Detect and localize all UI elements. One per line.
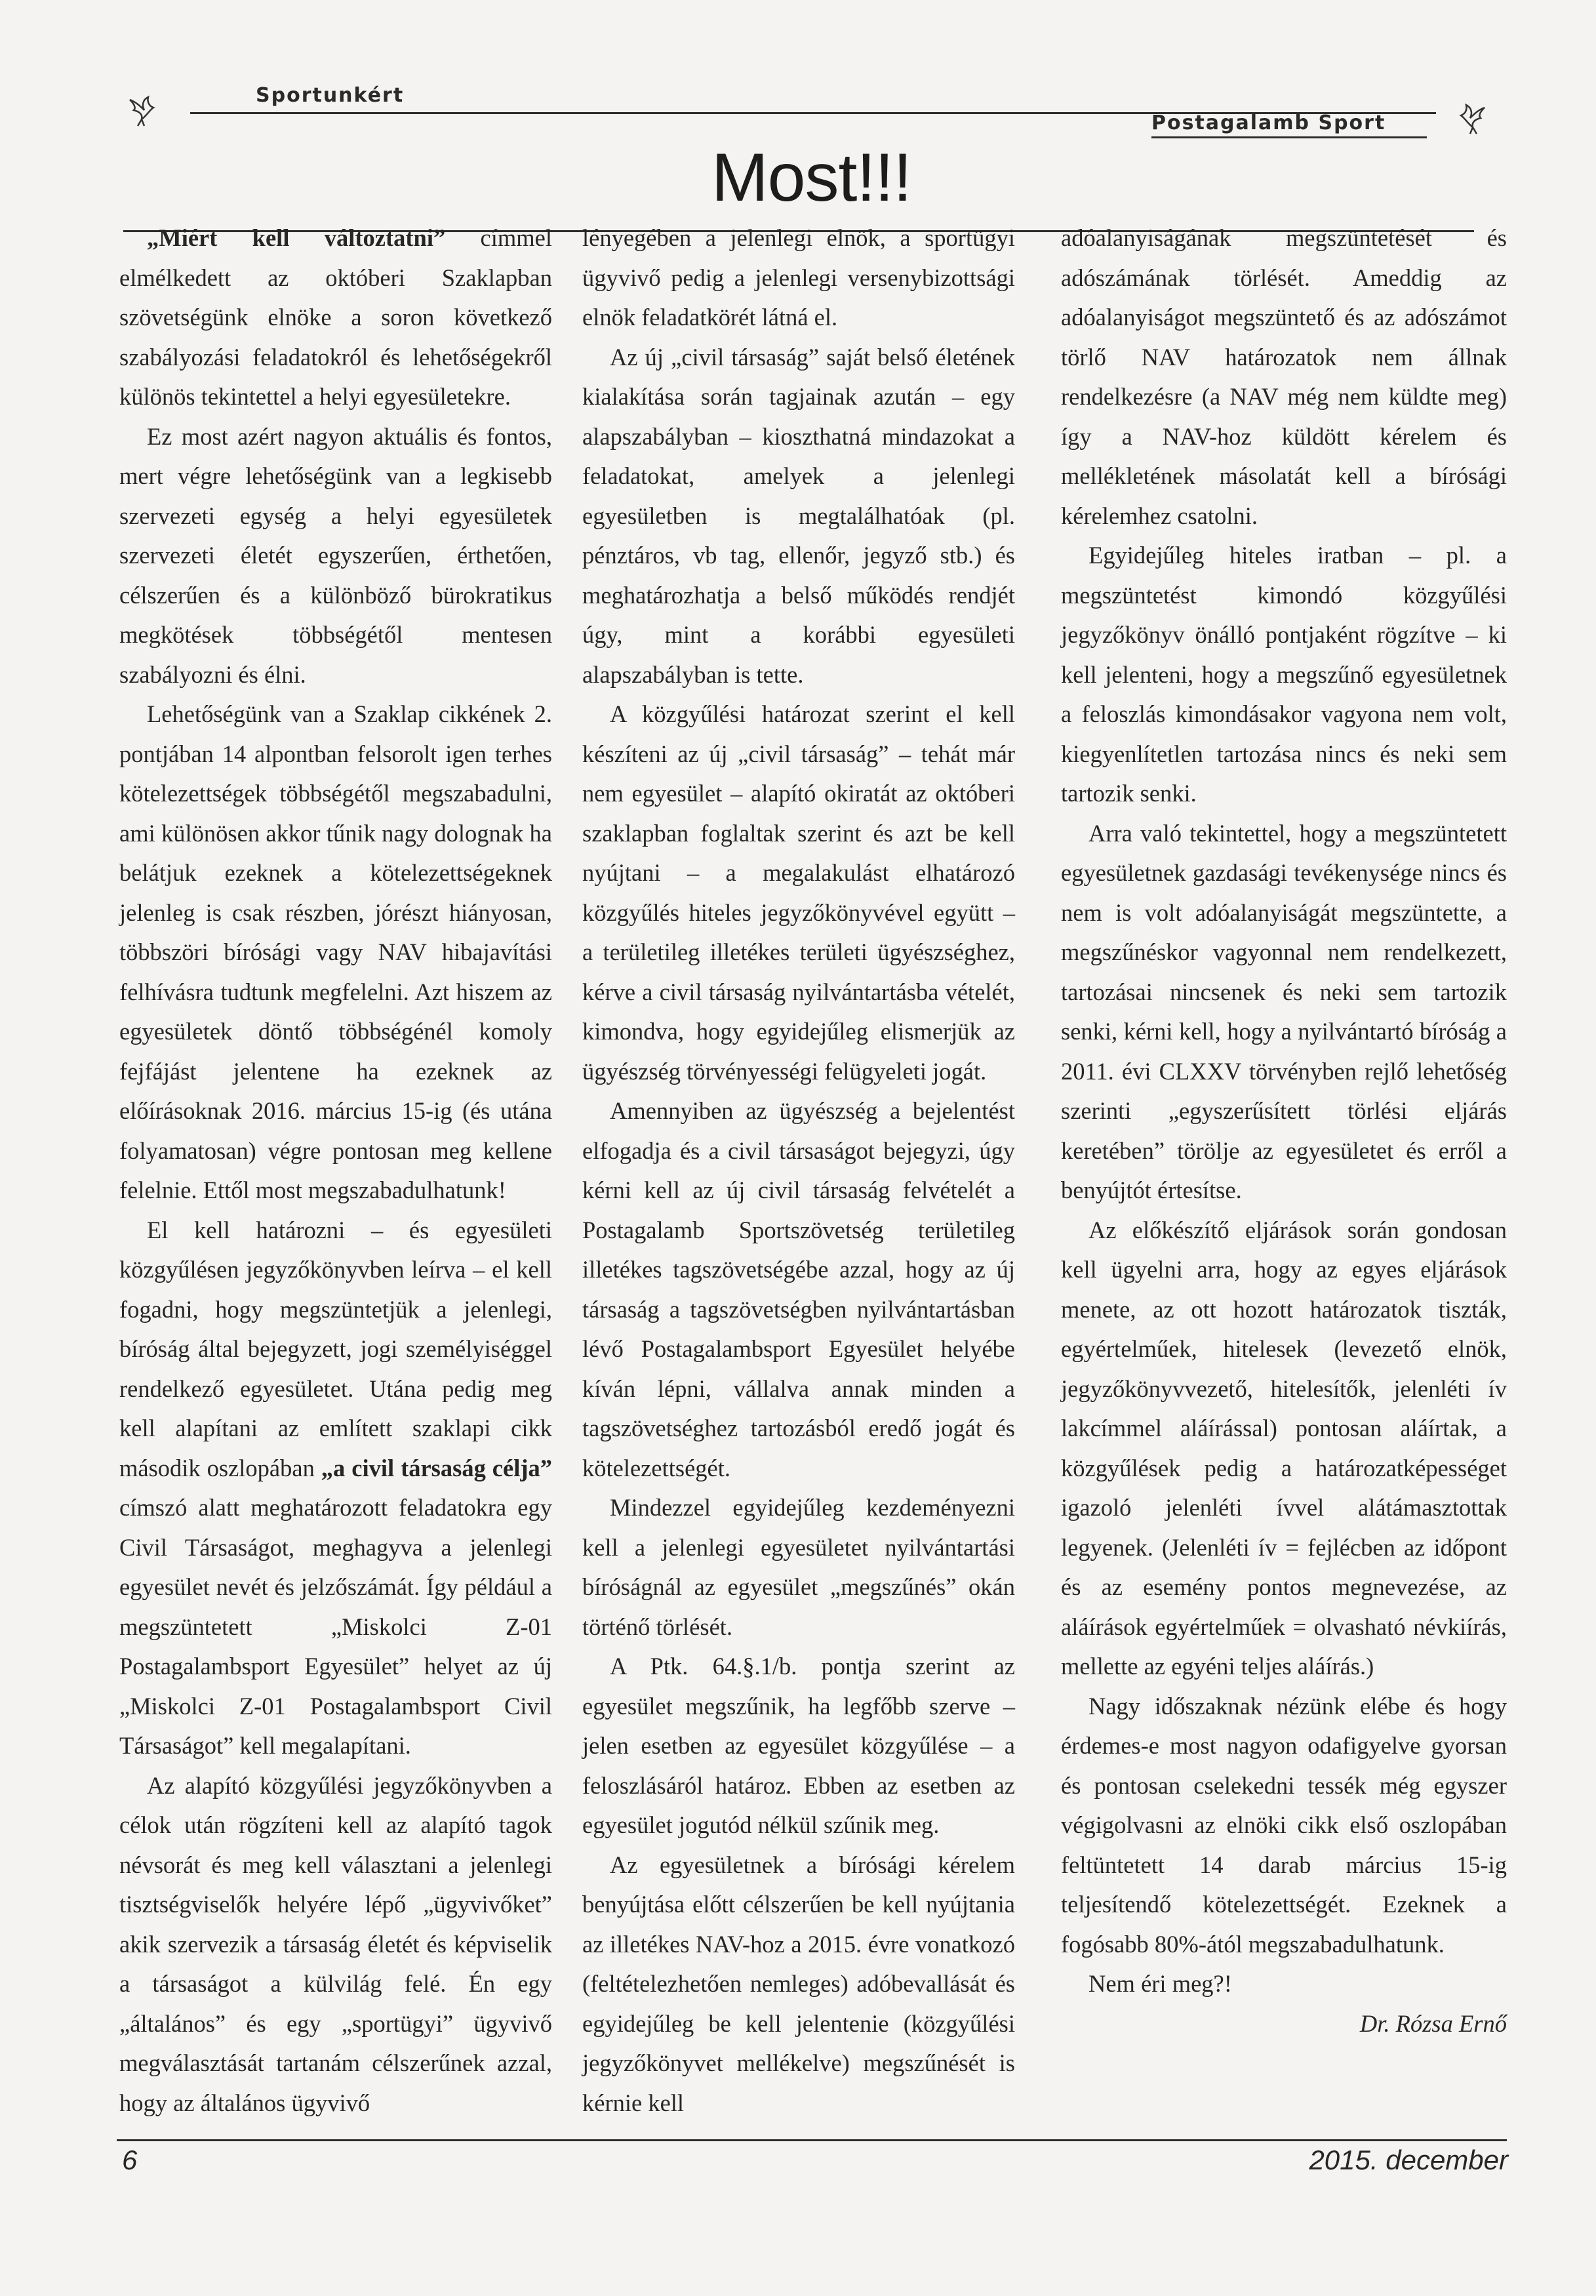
paragraph: „Miért kell változtatni” címmel elmélkedett az októberi Szaklapban szövetségünk elnöke a soron következő szabályozási feladatokról és lehetőségekről különös tekintettel a helyi egyesületekre. [119, 224, 552, 410]
paragraph: Az előkészítő eljárások során gondosan kell ügyelni arra, hogy az egyes eljárások menete, az ott hozott határozatok tiszták, egyértelműek, hitelesek (levezető elnök, jegyzőkönyvvezető, hitelesítők, jelenléti ív lakcímmel aláírással) pontosan aláírtak, a közgyűlések pedig a határozatképességet igazoló jelenléti ívvel alátámasztottak legyenek. (Jelenléti ív = fejlécben az időpont és az esemény pontos megnevezése, az aláírások egyértelműek = olvasható névkiírás, mellette az egyéni teljes aláírás.) [1061, 1216, 1507, 1680]
bold-phrase: „a civil társaság célja” [321, 1454, 552, 1481]
paragraph: A Ptk. 64.§.1/b. pontja szerint az egyesület megszűnik, ha legfőbb szerve – jelen esetben az egyesület közgyűlése – a feloszlásáról határoz. Ebben az esetben az egyesület jogutód nélkül szűnik meg. [582, 1653, 1015, 1838]
article-title: Most!!! [711, 140, 912, 216]
author-signature: Dr. Rózsa Ernő [1359, 2009, 1507, 2037]
paragraph: Ez most azért nagyon aktuális és fontos, mert végre lehetőségünk van a legkisebb szervezeti egység a helyi egyesületek szervezeti életét egyszerűen, érthetően, célszerűen és a különböző bürokratikus megkötések többségétől mentesen szabályozni és élni. [119, 422, 552, 688]
paragraph: Az új „civil társaság” saját belső életének kialakítása során tagjainak azután – egy alapszabályban – kioszthatná mindazokat a feladatokat, amelyek a jelenlegi egyesületben is megtalálhatóak (pl. pénztáros, vb tag, ellenőr, jegyző stb.) és meghatározhatja a belső működés rendjét úgy, mint a korábbi egyesületi alapszabályban is tette. [582, 343, 1015, 688]
paragraph: El kell határozni – és egyesületi közgyűlésen jegyzőkönyvben leírva – el kell fogadni, hogy megszüntetjük a jelenlegi, bíróság által bejegyzett, jogi személyiséggel rendelkező egyesületet. Utána pedig meg kell alapítani az említett szaklapi cikk második oszlopában „a civil társaság célja” címszó alatt meghatározott feladatokra egy Civil Társaságot, meghagyva a jelenlegi egyesület nevét és jelzőszámát. Így például a megszüntetett „Miskolci Z-01 Postagalambsport Egyesület” helyet az új „Miskolci Z-01 Postagalambsport Civil Társaságot” kell megalapítani. [119, 1216, 552, 1759]
bold-phrase: „Miért kell változtatni” [147, 224, 446, 251]
pigeon-logo-right [1450, 98, 1490, 138]
paragraph: A közgyűlési határozat szerint el kell készíteni az új „civil társaság” – tehát már nem egyesület – alapító okiratát az októberi szaklapban foglaltak szerint és azt be kell nyújtani – a megalakulást elhatározó közgyűlés hiteles jegyzőkönyvével együtt – a területileg illetékes területi ügyészséghez, kérve a civil társaság nyilvántartásba vételét, kimondva, hogy egyidejűleg elismerjük az ügyészség törvényességi felügyeleti jogát. [582, 700, 1015, 1085]
paragraph: adóalanyiságának megszüntetését és adószámának törlését. Ameddig az adóalanyiságot megszüntető és az adószámot törlő NAV határozatok nem állnak rendelkezésre (a NAV még nem küldte meg) így a NAV-hoz küldött kérelem és mellékletének másolatát kell a bírósági kérelemhez csatolni. [1061, 224, 1507, 529]
paragraph: Az alapító közgyűlési jegyzőkönyvben a célok után rögzíteni kell az alapító tagok névsorát és meg kell választani a jelenlegi tisztségviselők helyére lépő „ügyvivőket” akik szervezik a társaság életét és képviselik a társaságot a külvilág felé. Én egy „általános” és egy „sportügyi” ügyvivő megválasztását tartanám célszerűnek azzal, hogy az általános ügyvivő [119, 1771, 552, 2116]
page-number: 6 [122, 2145, 138, 2175]
header-publication-label: Postagalamb Sport [1151, 111, 1386, 134]
paragraph: lényegében a jelenlegi elnök, a sportügyi ügyvivő pedig a jelenlegi versenybizottsági elnök feladatkörét látná el. [582, 224, 1015, 331]
article-column-3 [1061, 218, 1507, 2044]
paragraph: Amennyiben az ügyészség a bejelentést elfogadja és a civil társaságot bejegyzi, úgy kérni kell az új civil társaság felvételét a Postagalamb Sportszövetség területileg illetékes tagszövetségébe azzal, hogy az új társaság a tagszövetségben nyilvántartásban lévő Postagalambsport Egyesület helyébe kíván lépni, vállalva annak minden a tagszövetséghez tartozásból eredő jogát és kötelezettségét. [582, 1097, 1015, 1481]
paragraph: Nem éri meg?! [1088, 1970, 1232, 1997]
header-rule-right [1151, 136, 1427, 138]
paragraph: Mindezzel egyidejűleg kezdeményezni kell a jelenlegi egyesületet nyilvántartási bíróságnál az egyesület „megszűnés” okán történő törlését. [582, 1494, 1015, 1640]
issue-date: 2015. december [1309, 2145, 1508, 2175]
article-column-1 [119, 218, 552, 2123]
paragraph: Nagy időszaknak nézünk elébe és hogy érdemes-e most nagyon odafigyelve gyorsan és pontosan cselekedni tessék még egyszer végigolvasni az elnöki cikk első oszlopában feltüntetett 14 darab március 15-ig teljesítendő kötelezettségét. Ezeknek a fogósabb 80%-ától megszabadulhatunk. [1061, 1692, 1507, 1958]
paragraph: Lehetőségünk van a Szaklap cikkének 2. pontjában 14 alpontban felsorolt igen terhes kötelezettségek többségétől megszabadulni, ami különösen akkor tűnik nagy dolognak ha belátjuk ezeknek a kötelezettségeknek jelenleg is csak részben, jórészt hiányosan, többszöri bírósági vagy NAV hibajavítási felhívásra tudtunk megfelelni. Azt hiszem az egyesületek döntő többségénél komoly fejfájást jelentene ha ezeknek az előírásoknak 2016. március 15-ig (és utána folyamatosan) végre pontosan meg kellene felelnie. Ettől most megszabadulhatunk! [119, 700, 552, 1203]
paragraph: Egyidejűleg hiteles iratban – pl. a megszüntetést kimondó közgyűlési jegyzőkönyv önálló pontjaként rögzítve – ki kell jelenteni, hogy a megszűnő egyesületnek a feloszlás kimondásakor vagyona nem volt, kiegyenlítetlen tartozása nincs és neki sem tartozik senki. [1061, 542, 1507, 807]
paragraph: Az egyesületnek a bírósági kérelem benyújtása előtt célszerűen be kell nyújtania az illetékes NAV-hoz a 2015. évre vonatkozó (feltételezhetően nemleges) adóbevallását és egyidejűleg be kell jelentenie (közgyűlési jegyzőkönyvet mellékelve) megszűnését is kérnie kell [582, 1851, 1015, 2116]
pigeon-logo-left [125, 91, 164, 130]
footer-rule [117, 2139, 1507, 2141]
article-column-2 [582, 218, 1015, 2123]
paragraph: Arra való tekintettel, hogy a megszüntetett egyesületnek gazdasági tevékenysége nincs és nem is volt adóalanyiságát megszüntette, a megszűnéskor vagyonnal nem rendelkezett, tartozásai nincsenek és neki sem tartozik senki, kérni kell, hogy a nyilvántartó bíróság a 2011. évi CLXXV törvényben rejlő lehetőség szerinti „egyszerűsített törlési eljárás keretében” törölje az egyesületet és erről a benyújtót értesítse. [1061, 819, 1507, 1203]
header-section-label: Sportunkért [256, 84, 405, 107]
